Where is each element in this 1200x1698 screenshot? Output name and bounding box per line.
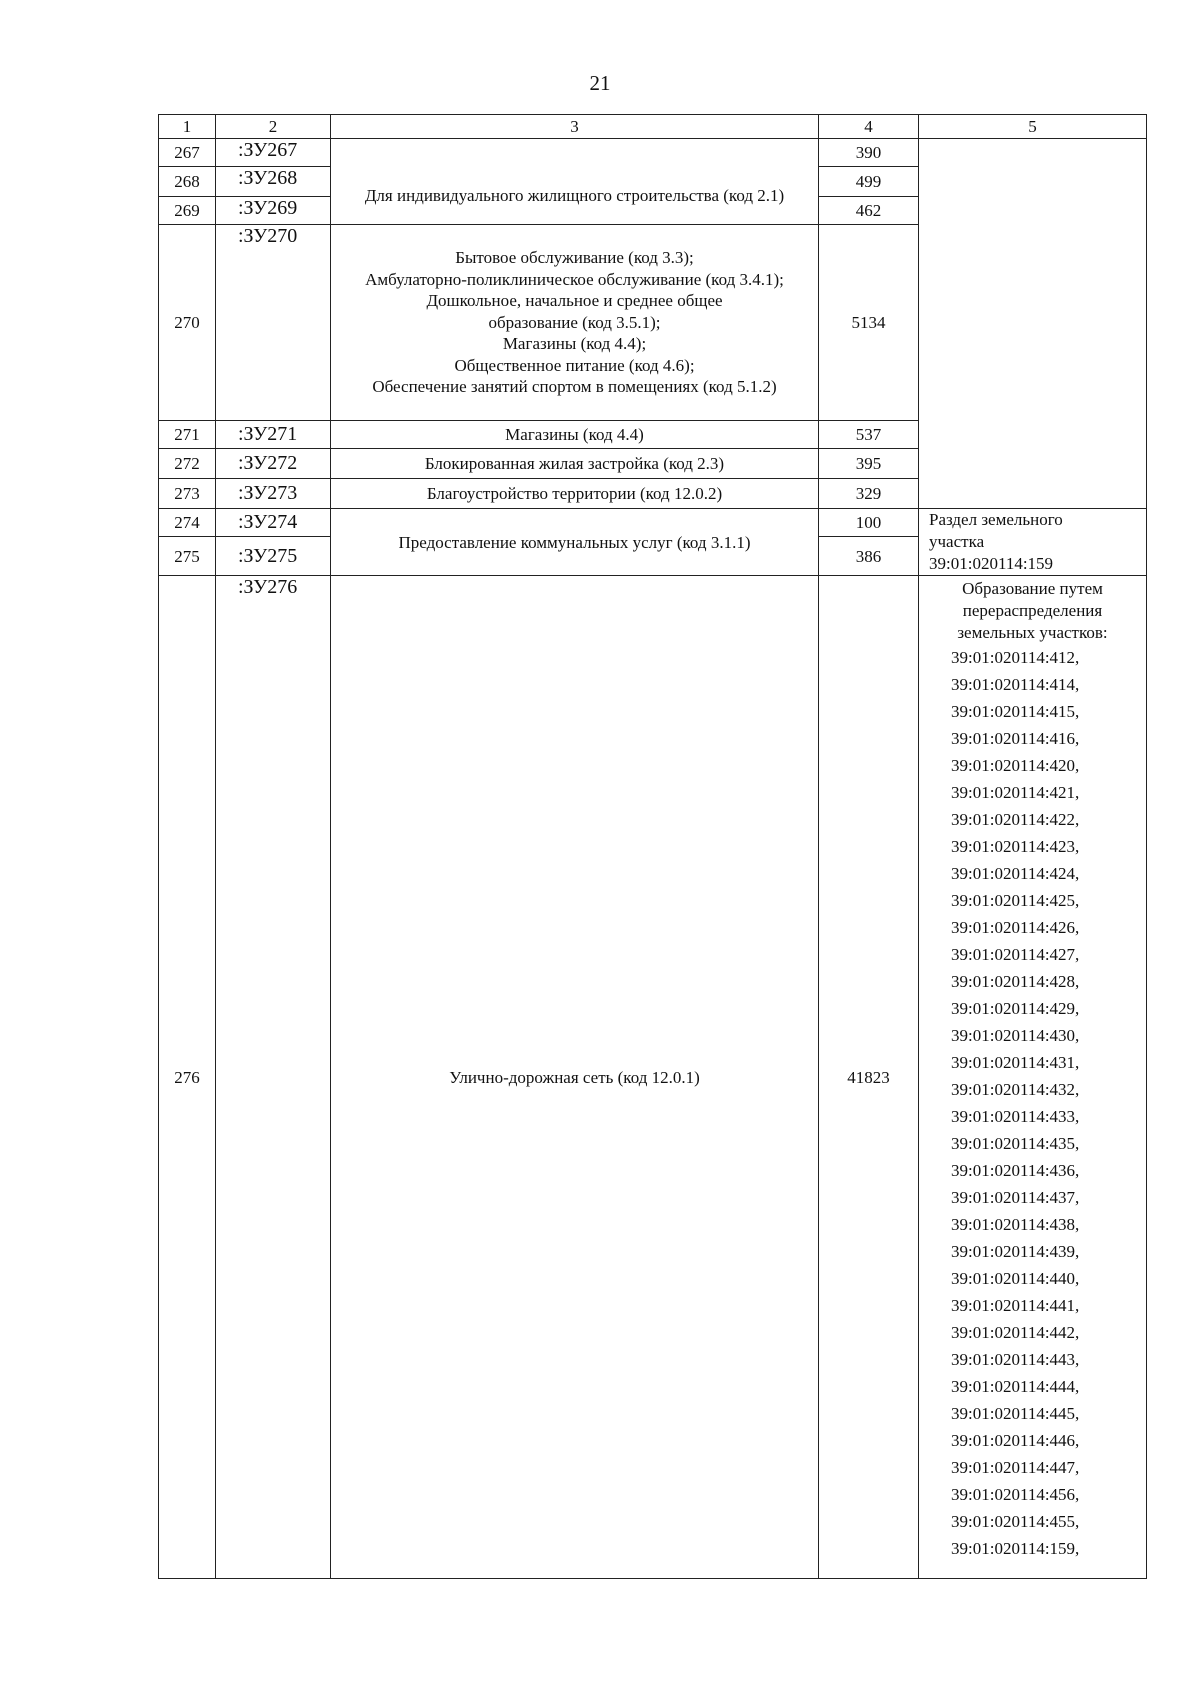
parcel-number: 39:01:020114:442, <box>951 1323 1080 1342</box>
parcel-number: 39:01:020114:424, <box>951 864 1080 883</box>
plot-code: :ЗУ276 <box>216 576 331 1579</box>
parcel-number: 39:01:020114:414, <box>951 675 1080 694</box>
parcel-number: 39:01:020114:423, <box>951 837 1080 856</box>
table-row <box>159 576 1147 1579</box>
permitted-use-item: Амбулаторно-поликлиническое обслуживание (код 3.4.1); <box>365 269 784 289</box>
permitted-use: Для индивидуального жилищного строительства (код 2.1) <box>331 167 819 225</box>
parcel-number: 39:01:020114:441, <box>951 1296 1080 1315</box>
header-cell: 5 <box>919 115 1147 139</box>
parcel-number: 39:01:020114:444, <box>951 1377 1080 1396</box>
plot-code: :ЗУ267 <box>216 139 331 167</box>
parcel-number: 39:01:020114:430, <box>951 1026 1080 1045</box>
parcel-number: 39:01:020114:440, <box>951 1269 1080 1288</box>
parcel-number: 39:01:020114:416, <box>951 729 1080 748</box>
parcel-number: 39:01:020114:437, <box>951 1188 1080 1207</box>
permitted-use: Улично-дорожная сеть (код 12.0.1) <box>331 576 819 1579</box>
plot-code: :ЗУ269 <box>216 197 331 225</box>
parcel-number: 39:01:020114:436, <box>951 1161 1080 1180</box>
plot-code: :ЗУ268 <box>216 167 331 197</box>
plot-area: 100 <box>819 509 919 537</box>
permitted-use: Благоустройство территории (код 12.0.2) <box>331 479 819 509</box>
parcel-number: 39:01:020114:433, <box>951 1107 1080 1126</box>
parcel-list <box>919 644 1146 1562</box>
note-redistribution <box>919 576 1147 1579</box>
row-number: 275 <box>159 537 216 576</box>
permitted-use-list <box>331 225 819 421</box>
plot-area: 462 <box>819 197 919 225</box>
permitted-use: Магазины (код 4.4) <box>331 421 819 449</box>
permitted-use-item: Обеспечение занятий спортом в помещениях (код 5.1.2) <box>372 377 777 397</box>
row-number: 274 <box>159 509 216 537</box>
use-cell-empty <box>331 139 819 167</box>
plot-area: 41823 <box>819 576 919 1579</box>
parcel-number: 39:01:020114:439, <box>951 1242 1080 1261</box>
page-number: 21 <box>589 71 611 95</box>
land-plots-table <box>158 114 1147 1579</box>
parcel-number: 39:01:020114:435, <box>951 1134 1080 1153</box>
parcel-number: 39:01:020114:455, <box>951 1512 1080 1531</box>
parcel-number: 39:01:020114:447, <box>951 1458 1080 1477</box>
parcel-number: 39:01:020114:432, <box>951 1080 1080 1099</box>
header-cell: 1 <box>159 115 216 139</box>
row-number: 276 <box>159 576 216 1579</box>
note-cell-empty <box>919 139 1147 509</box>
parcel-number: 39:01:020114:159, <box>951 1539 1080 1558</box>
permitted-use-item: Общественное питание (код 4.6); <box>454 355 695 375</box>
permitted-use-item: Дошкольное, начальное и среднее общее образование (код 3.5.1); <box>426 291 723 332</box>
parcel-number: 39:01:020114:429, <box>951 999 1080 1018</box>
parcel-number: 39:01:020114:431, <box>951 1053 1080 1072</box>
parcel-number: 39:01:020114:438, <box>951 1215 1080 1234</box>
row-number: 273 <box>159 479 216 509</box>
permitted-use-item: Магазины (код 4.4); <box>502 334 647 354</box>
plot-area: 395 <box>819 449 919 479</box>
row-number: 271 <box>159 421 216 449</box>
header-cell: 4 <box>819 115 919 139</box>
parcel-number: 39:01:020114:456, <box>951 1485 1080 1504</box>
table-row <box>159 139 1147 167</box>
plot-code: :ЗУ273 <box>216 479 331 509</box>
plot-area: 537 <box>819 421 919 449</box>
parcel-number: 39:01:020114:445, <box>951 1404 1080 1423</box>
parcel-number: 39:01:020114:422, <box>951 810 1080 829</box>
note-intro: Образование путем перераспределения земельных участков: <box>957 579 1108 642</box>
row-number: 269 <box>159 197 216 225</box>
plot-area: 390 <box>819 139 919 167</box>
parcel-number: 39:01:020114:412, <box>951 648 1080 667</box>
plot-code: :ЗУ274 <box>216 509 331 537</box>
parcel-number: 39:01:020114:420, <box>951 756 1080 775</box>
plot-area: 5134 <box>819 225 919 421</box>
row-number: 270 <box>159 225 216 421</box>
note-split: Раздел земельного участка 39:01:020114:159 <box>919 509 1147 576</box>
parcel-number: 39:01:020114:428, <box>951 972 1080 991</box>
parcel-number: 39:01:020114:415, <box>951 702 1080 721</box>
row-number: 272 <box>159 449 216 479</box>
plot-area: 386 <box>819 537 919 576</box>
parcel-number: 39:01:020114:425, <box>951 891 1080 910</box>
parcel-number: 39:01:020114:443, <box>951 1350 1080 1369</box>
plot-code: :ЗУ275 <box>216 537 331 576</box>
plot-area: 329 <box>819 479 919 509</box>
table-row <box>159 509 1147 537</box>
parcel-number: 39:01:020114:446, <box>951 1431 1080 1450</box>
plot-area: 499 <box>819 167 919 197</box>
plot-code: :ЗУ271 <box>216 421 331 449</box>
permitted-use: Блокированная жилая застройка (код 2.3) <box>331 449 819 479</box>
row-number: 267 <box>159 139 216 167</box>
header-cell: 2 <box>216 115 331 139</box>
plot-code: :ЗУ270 <box>216 225 331 421</box>
plot-code: :ЗУ272 <box>216 449 331 479</box>
parcel-number: 39:01:020114:426, <box>951 918 1080 937</box>
permitted-use: Предоставление коммунальных услуг (код 3.1.1) <box>331 509 819 576</box>
parcel-number: 39:01:020114:427, <box>951 945 1080 964</box>
permitted-use-item: Бытовое обслуживание (код 3.3); <box>455 248 694 268</box>
header-cell: 3 <box>331 115 819 139</box>
table-header-row <box>159 115 1147 139</box>
row-number: 268 <box>159 167 216 197</box>
parcel-number: 39:01:020114:421, <box>951 783 1080 802</box>
